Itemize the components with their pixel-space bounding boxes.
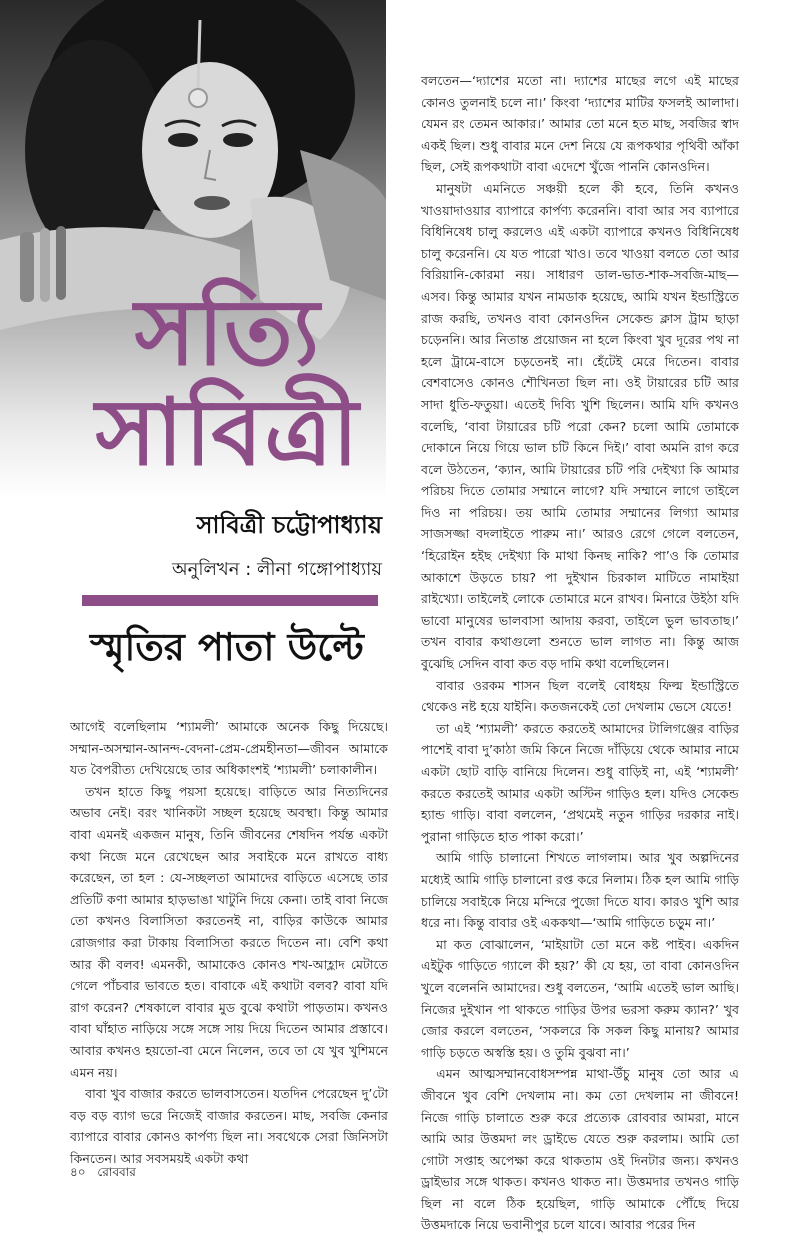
transcriber-credit: অনুলিখন : লীনা গঙ্গোপাধ্যায় (172, 559, 382, 580)
page-number: ৪০ (70, 1165, 86, 1179)
series-title: স্মৃতির পাতা উল্টে (90, 624, 364, 669)
right-paragraph-7: এমন আত্মসম্মানবোধসম্পন্ন মাথা-উঁচু মানুষ তো আর এ জীবনে খুব বেশি দেখলাম না। কম তো দেখলাম না জীবনে! নিজে গাড়ি চালাতে শুরু করে প্রত্যেক রোববার আমরা, মানে আমি আর উত্তমদা লং ড্রাইভে যেতে শুরু করলাম। আমি তো গোটা সপ্তাহ অপেক্ষা করে থাকতাম ওই দিনটার জন্য। কখনও ড্রাইভার সঙ্গে থাকত। কখনও থাকত না। উত্তমদার তখনও গাড়ি ছিল না বলে ঠিক হয়েছিল, গাড়ি আমাকে পৌঁছে দিয়ে উত্তমদাকে নিয়ে ভবানীপুর চলে যাবে। আবার পরের দিন (421, 1066, 739, 1233)
article-title (78, 278, 378, 486)
title-line-2: সাবিত্রী (95, 378, 361, 486)
left-paragraph-3: বাবা খুব বাজার করতে ভালবাসতেন। যতদিন পেরেছেন দু’টো বড় বড় ব্যাগ ভরে নিজেই বাজার করতেন। মাছ, সবজি কেনার ব্যাপারে বাবার কোনও কার্পণ্য ছিল না। সবথেকে সেরা জিনিসটা কিনতেন। আর সবসময়ই একটা কথা (70, 1086, 388, 1166)
page-footer (70, 1164, 144, 1184)
right-paragraph-3: বাবার ওরকম শাসন ছিল বলেই বোধহয় ফিল্ম ইন্ডাস্ট্রিতে থেকেও নষ্ট হয়ে যাইনি। কতজনকেই তো দেখলাম ভেসে যেতে! (421, 677, 739, 715)
right-paragraph-2: মানুষটা এমনিতে সঞ্চয়ী হলে কী হবে, তিনি কখনও খাওয়াদাওয়ার ব্যাপারে কার্পণ্য করেননি। বাবা আর সব ব্যাপারে বিধিনিষেধ চালু করলেও এই একটা ব্যাপারে কখনও বিধিনিষেধ চালু করেননি। যে যত পারো খাও। তবে খাওয়া বলতে তো আর বিরিয়ানি-কোরমা নয়। সাধারণ ডাল-ভাত-শাক-সবজি-মাছ—এসব। কিন্তু আমার যখন নামডাক হয়েছে, আমি যখন ইন্ডাস্ট্রিতে রাজ করছি, তখনও বাবা কোনওদিন সেকেন্ড ক্লাস ট্রাম ছাড়া চড়েননি। আর নিতান্ত প্রয়োজন না হলে কিংবা খুব দূরের পথ না হলে ট্রামে-বাসে চড়তেনই না। হেঁটেই মেরে দিতেন। বাবার বেশবাসেও কোনও শৌখিনতা ছিল না। ওই টায়ারের চটি আর সাদা ধুতি-ফতুয়া। এতেই দিব্যি খুশি ছিলেন। আমি যদি কখনও বলেছি, ‘বাবা টায়ারের চটি পরো কেন? চলো আমি তোমাকে দোকানে নিয়ে গিয়ে ভাল চটি কিনে দিই।’ বাবা অমনি রাগ করে বলে উঠতেন, ‘ক্যান, আমি টায়ারের চটি পরি দেইখ্যা কি আমার পরিচয় দিতে তোমার সম্মানে লাগে? যদি সম্মানে লাগে তাইলে দিও না পরিচয়। তয় আমি তোমার সম্মানের লিগ্যা আমার সাজসজ্জা বদলাইতে পারুম না।’ আরও রেগে গেলে বলতেন, ‘হিরোইন হইছ দেইখ্যা কি মাথা কিনছ নাকি? পা’ও কি তোমার আকাশে উড়তে চায়? পা দুইখান চিরকাল মাটিতে নামাইয়া রাইখ্যো। তাইলেই লোকে তোমারে মনে রাখব। মিনারে উইঠা যদি ভাবো মানুষের ভালবাসা আদায় করবা, তাইলে ভুল ভাবতাছ।’ তখন বাবার কথাগুলো শুনতে ভাল লাগত না। কিন্তু আজ বুঝেছি সেদিন বাবা কত বড় দামি কথা বলেছিলেন। (421, 180, 739, 672)
right-paragraph-1: বলতেন—‘দ্যাশের মতো না। দ্যাশের মাছের লগে এই মাছের কোনও তুলনাই চলে না।’ কিংবা ‘দ্যাশের মাটির ফসলই আলাদা। যেমন রং তেমন আকার।’ আমার তো মনে হত মাছ, সবজির স্বাদ একই ছিল। শুধু বাবার মনে দেশ নিয়ে যে রূপকথার পৃথিবী আঁকা ছিল, সেই রূপকথাটা বাবা এদেশে খুঁজে পাননি কোনওদিন। (421, 73, 739, 175)
magazine-name: রোববার (97, 1165, 136, 1179)
title-line-1: সত্যি (134, 278, 322, 386)
right-paragraph-5: আমি গাড়ি চালানো শিখতে লাগলাম। আর খুব অল্পদিনের মধ্যেই আমি গাড়ি চালানো রপ্ত করে নিলাম। ঠিক হল আমি গাড়ি চালিয়ে সবাইকে নিয়ে মন্দিরে পুজো দিতে যাব। কারও খুশি আর ধরে না। কিন্তু বাবার ওই এককথা—‘আমি গাড়িতে চড়ুম না।’ (421, 850, 739, 931)
right-column (421, 70, 739, 1236)
right-paragraph-6: মা কত বোঝালেন, ‘মাইয়াটা তো মনে কষ্ট পাইব। একদিন এইটুক গাড়িতে গ্যালে কী হয়?’ কী যে হয়, তা বাবা কোনওদিন খুলে বলেননি আমাদের। শুধু বলতেন, ‘আমি এতেই ভাল আছি। নিজের দুইখান পা থাকতে গাড়ির উপর ভরসা করুম ক্যান?’ খুব জোর করলে বলতেন, ‘সকলরে কি সকল কিছু মানায়? আমার গাড়ি চড়তে অস্বস্তি হয়। ও তুমি বুঝবা না।’ (421, 936, 739, 1060)
title-divider (82, 595, 378, 606)
right-paragraph-4: তা এই ‘শ্যামলী’ করতে করতেই আমাদের টালিগঞ্জের বাড়ির পাশেই বাবা দু’কাঠা জমি কিনে নিজে দাঁড়িয়ে থেকে আমার নামে একটা ছোট বাড়ি বানিয়ে দিলেন। শুধু বাড়িই না, এই ‘শ্যামলী’ করতে করতেই আমার একটা অস্টিন গাড়িও হল। যদিও সেকেন্ড হ্যান্ড গাড়ি। বাবা বললেন, ‘প্রথমেই নতুন গাড়ির দরকার নাই। পুরানা গাড়িতে হাত পাকা করো।’ (421, 720, 739, 844)
left-column (70, 716, 388, 1169)
left-paragraph-1: আগেই বলেছিলাম ‘শ্যামলী’ আমাকে অনেক কিছু দিয়েছে। সম্মান-অসম্মান-আনন্দ-বেদনা-প্রেম-প্রেমহীনতা—জীবন আমাকে যত বৈপরীত্য দেখিয়েছে তার অধিকাংশই ‘শ্যামলী’ চলাকালীন। (70, 719, 388, 778)
author-name: সাবিত্রী চট্টোপাধ্যায় (196, 511, 382, 539)
left-paragraph-2: তখন হাতে কিছু পয়সা হয়েছে। বাড়িতে আর নিত্যদিনের অভাব নেই। বরং খানিকটা সচ্ছল হয়েছে অবস্থা। কিন্তু আমার বাবা এমনই একজন মানুষ, তিনি জীবনের শেষদিন পর্যন্ত একটা কথা নিজে মনে রেখেছেন আর সবাইকে মনে রাখতে বাধ্য করেছেন, তা হল : যে-সচ্ছলতা আমাদের বাড়িতে এসেছে তার প্রতিটি কণা আমার হাড়ভাঙা খাটুনি দিয়ে কেনা। তাই বাবা নিজে তো কখনও বিলাসিতা করতেনই না, বাড়ির কাউকে আমার রোজগার করা টাকায় বিলাসিতা করতে দিতেন না। বেশি কথা আর কী বলব! এমনকী, আমাকেও কোনও শখ-আহ্লাদ মেটাতে গেলে পাঁচবার ভাবতে হত। বাবাকে এই কথাটা বলব? বাবা যদি রাগ করেন? শেষকালে বাবার মুড বুঝে কথাটা পাড়তাম। কখনও বাবা ঘাঁহাত নাড়িয়ে সঙ্গে সঙ্গে সায় দিয়ে দিতেন আমার প্রস্তাবে। আবার কখনও হয়তো-বা মেনে নিলেন, তবে তা যে খুব খুশিমনে এমন নয়। (70, 783, 388, 1080)
